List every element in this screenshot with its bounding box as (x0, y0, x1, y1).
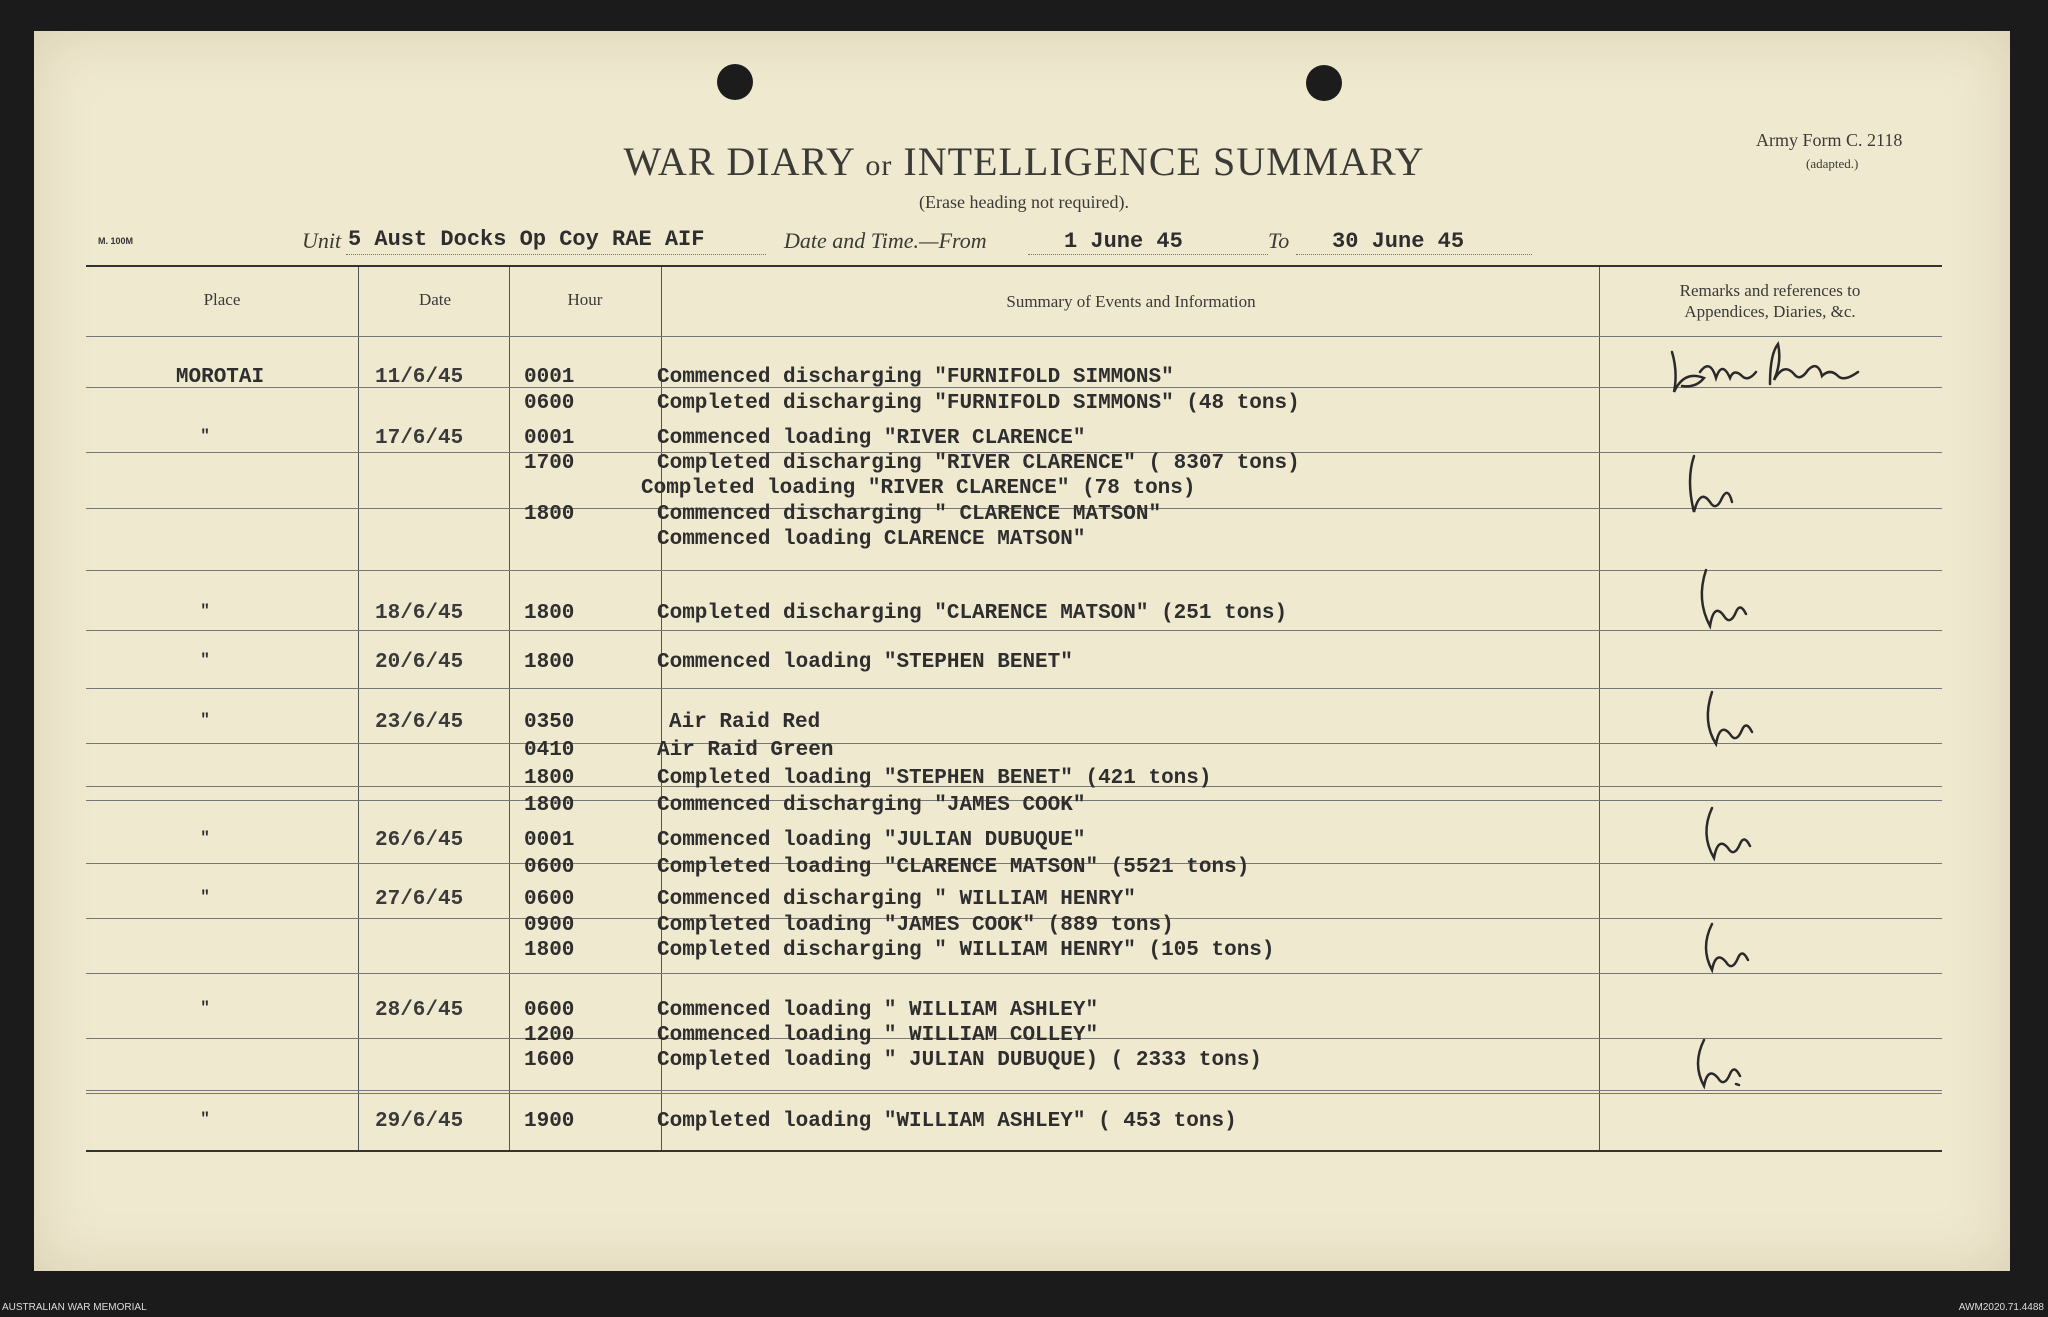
entry-summary: Commenced loading "STEPHEN BENET" (657, 651, 1073, 674)
entry-summary: Completed loading "WILLIAM ASHLEY" ( 453 tons) (657, 1110, 1237, 1133)
entry-date: 17/6/45 (375, 427, 464, 450)
signature (1708, 692, 1752, 744)
from-date: 1 June 45 (1064, 229, 1183, 254)
column-header-place: Place (203, 290, 241, 309)
entry-summary: Completed loading "CLARENCE MATSON" (5521 tons) (657, 856, 1250, 879)
entry-date: 18/6/45 (375, 602, 464, 625)
column-header-summary: Summary of Events and Information (1006, 292, 1256, 311)
entry-place-ditto: " (200, 999, 210, 1017)
column-header-hour: Hour (567, 290, 603, 309)
signature (1702, 570, 1746, 626)
entry-date: 11/6/45 (375, 366, 464, 389)
entry-summary: Air Raid Green (657, 739, 834, 762)
entry-hour: 0410 (524, 739, 575, 762)
print-code: M. 100M (98, 236, 134, 246)
entry-place-ditto: " (200, 829, 210, 847)
signature (1698, 1040, 1740, 1086)
entry-summary: Completed loading "JAMES COOK" (889 tons) (657, 914, 1174, 937)
entry-hour: 0900 (524, 914, 575, 937)
entry-summary: Commenced discharging "JAMES COOK" (657, 794, 1086, 817)
entry-place-ditto: " (200, 1110, 210, 1128)
entry-date: 29/6/45 (375, 1110, 464, 1133)
signature (1690, 456, 1732, 512)
unit-label: Unit (302, 228, 342, 253)
signature (1706, 924, 1748, 970)
entry-summary: Commenced discharging " CLARENCE MATSON" (657, 503, 1162, 526)
entry-hour: 0350 (524, 711, 575, 734)
entry-summary: Commenced loading "JULIAN DUBUQUE" (657, 829, 1086, 852)
entry-hour: 0600 (524, 856, 575, 879)
unit-value: 5 Aust Docks Op Coy RAE AIF (348, 227, 705, 252)
entry-hour: 1800 (524, 794, 575, 817)
entry-date: 28/6/45 (375, 999, 464, 1022)
entry-hour: 1800 (524, 651, 575, 674)
column-header-date: Date (418, 290, 452, 309)
entry-summary: Completed discharging "FURNIFOLD SIMMONS" (48 tons) (657, 392, 1300, 415)
signature (1672, 344, 1858, 392)
footer-archive-id: AWM2020.71.4488 (1958, 1302, 2044, 1313)
signature (1706, 808, 1750, 858)
entry-place-ditto: " (200, 427, 210, 445)
entry-date: 26/6/45 (375, 829, 464, 852)
entry-hour: 0600 (524, 999, 575, 1022)
to-label: To (1268, 228, 1290, 253)
entry-hour: 0600 (524, 888, 575, 911)
entry-summary: Commenced discharging " WILLIAM HENRY" (657, 888, 1136, 911)
form-number: Army Form C. 2118 (1756, 130, 1903, 150)
form-adapted: (adapted.) (1806, 156, 1859, 171)
entry-hour: 1800 (524, 939, 575, 962)
entry-date: 23/6/45 (375, 711, 464, 734)
entry-hour: 1800 (524, 767, 575, 790)
title-or: or (865, 149, 893, 182)
entry-place-ditto: " (200, 888, 210, 906)
entry-hour: 1900 (524, 1110, 575, 1133)
entry-hour: 0001 (524, 366, 575, 389)
entry-date: 27/6/45 (375, 888, 464, 911)
entry-summary: Completed discharging " WILLIAM HENRY" (105 tons) (657, 939, 1275, 962)
entry-summary: Completed discharging "CLARENCE MATSON" (251 tons) (657, 602, 1288, 625)
remarks-header-line2: Appendices, Diaries, &c. (1684, 302, 1856, 321)
form-subtitle: (Erase heading not required). (919, 192, 1129, 212)
entry-place-ditto: " (200, 711, 210, 729)
to-date: 30 June 45 (1332, 229, 1465, 254)
entry-hour: 1600 (524, 1049, 575, 1072)
remarks-header-line1: Remarks and references to (1679, 281, 1861, 300)
entry-summary: Commenced loading " WILLIAM ASHLEY" (657, 999, 1099, 1022)
title-intelligence-summary: INTELLIGENCE SUMMARY (903, 139, 1425, 184)
date-time-label: Date and Time.—From (784, 228, 987, 253)
entry-place-ditto: " (200, 602, 210, 620)
entry-summary: Completed loading "STEPHEN BENET" (421 tons) (657, 767, 1212, 790)
entry-hour: 0001 (524, 829, 575, 852)
entry-place: MOROTAI (175, 366, 265, 389)
entry-summary: Completed discharging "RIVER CLARENCE" ( 8307 tons) (657, 452, 1300, 475)
entry-summary: Air Raid Red (669, 711, 821, 734)
entry-hour: 1200 (524, 1024, 575, 1047)
entry-hour: 1800 (524, 602, 575, 625)
entry-summary: Commenced loading "RIVER CLARENCE" (657, 427, 1086, 450)
entry-hour: 0600 (524, 392, 575, 415)
entry-hour: 1800 (524, 503, 575, 526)
entry-hour: 1700 (524, 452, 575, 475)
entry-summary: Completed loading "RIVER CLARENCE" (78 tons) (641, 477, 1196, 500)
title-war-diary: WAR DIARY (623, 139, 855, 184)
entry-summary: Commenced loading " WILLIAM COLLEY" (657, 1024, 1099, 1047)
entry-place-ditto: " (200, 651, 210, 669)
entry-summary: Commenced discharging "FURNIFOLD SIMMONS" (657, 366, 1174, 389)
entry-summary: Completed loading " JULIAN DUBUQUE) ( 2333 tons) (657, 1049, 1262, 1072)
footer-archive-name: AUSTRALIAN WAR MEMORIAL (2, 1302, 147, 1313)
entry-summary: Commenced loading CLARENCE MATSON" (657, 528, 1086, 551)
entry-hour: 0001 (524, 427, 575, 450)
entry-date: 20/6/45 (375, 651, 464, 674)
